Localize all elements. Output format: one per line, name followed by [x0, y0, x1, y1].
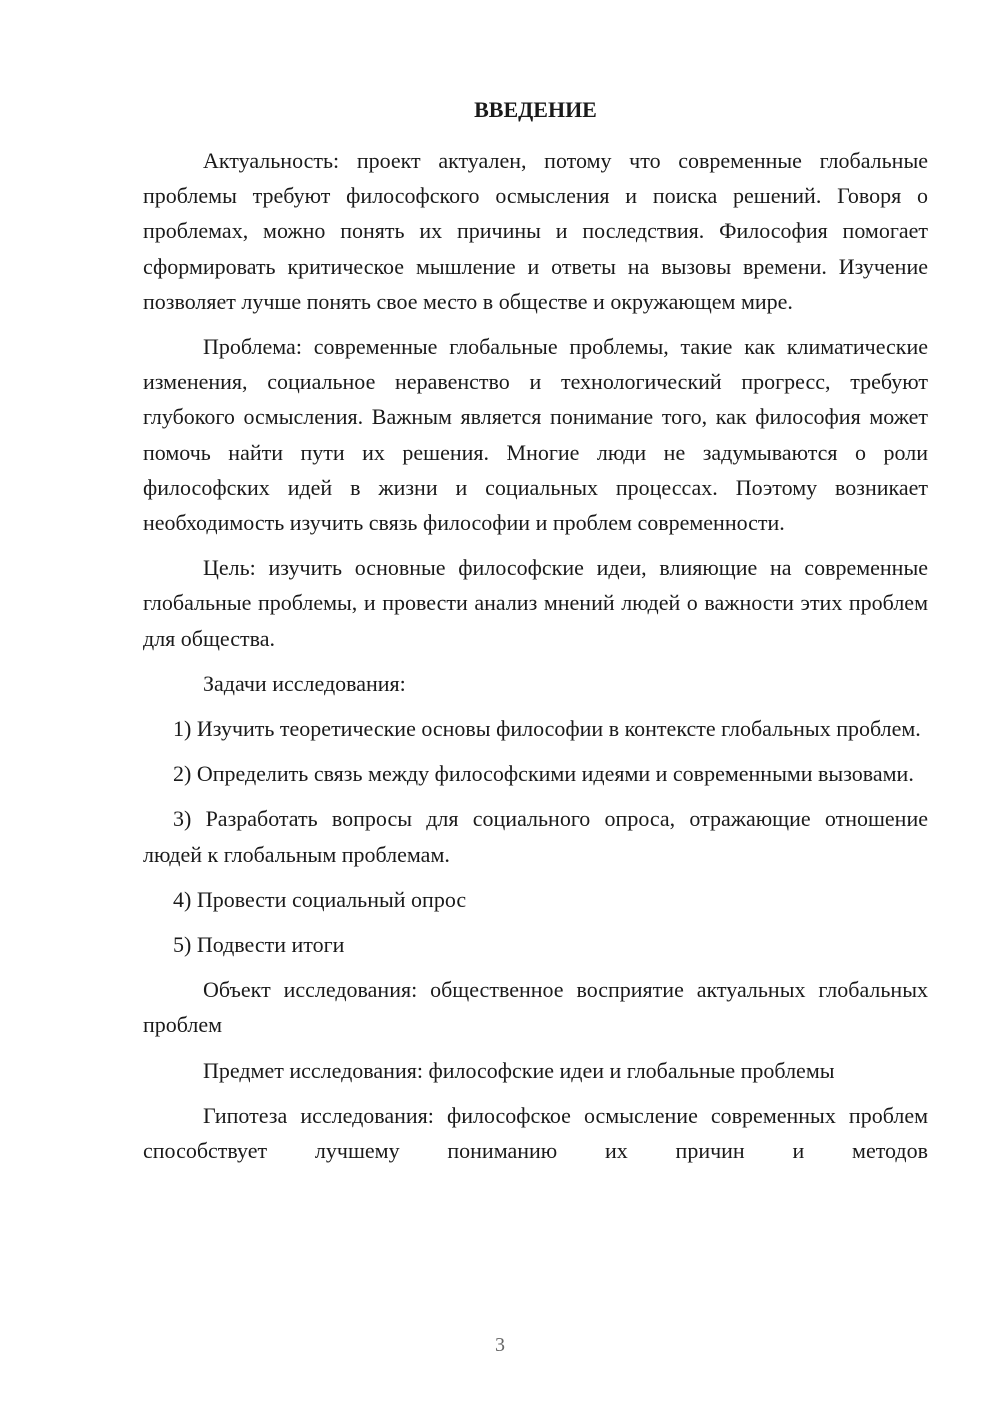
document-page [143, 92, 928, 1178]
hypothesis-paragraph: Гипотеза исследования: философское осмысление современных проблем способствует лучшему пониманию их причин и методов [143, 1102, 928, 1164]
task-item-4: 4) Провести социальный опрос [173, 886, 467, 912]
page-title: ВВЕДЕНИЕ [474, 97, 597, 122]
task-item-1: 1) Изучить теоретические основы философии в контексте глобальных проблем. [173, 716, 921, 742]
relevance-paragraph: Актуальность: проект актуален, потому что современные глобальные проблемы требуют философского осмысления и поиска решений. Говоря о проблемах, можно понять их причины и последствия. Философия помогает сформировать критическое мышление и ответы на вызовы времени. Изучение позволяет лучше понять свое место в обществе и окружающем мире. [143, 148, 928, 314]
page-number: 3 [495, 1334, 505, 1356]
object-paragraph: Объект исследования: общественное восприятие актуальных глобальных проблем [143, 977, 928, 1038]
tasks-title: Задачи исследования: [203, 670, 406, 696]
goal-paragraph: Цель: изучить основные философские идеи, влияющие на современные глобальные проблемы, и провести анализ мнений людей о важности этих проблем для общества. [143, 555, 928, 651]
task-item-2: 2) Определить связь между философскими идеями и современными вызовами. [173, 761, 914, 787]
problem-paragraph: Проблема: современные глобальные проблемы, такие как климатические изменения, социальное неравенство и технологический прогресс, требуют глубокого осмысления. Важным является понимание того, как философия может помочь найти пути их решения. Многие люди не задумываются о роли философских идей в жизни и социальных процессах. Поэтому возникает необходимость изучить связь философии и проблем современности. [143, 334, 928, 536]
task-item-3: 3) Разработать вопросы для социального опроса, отражающие отношение людей к глобальным проблемам. [143, 806, 928, 867]
task-item-5: 5) Подвести итоги [173, 932, 345, 958]
subject-paragraph: Предмет исследования: философские идеи и глобальные проблемы [203, 1057, 835, 1083]
